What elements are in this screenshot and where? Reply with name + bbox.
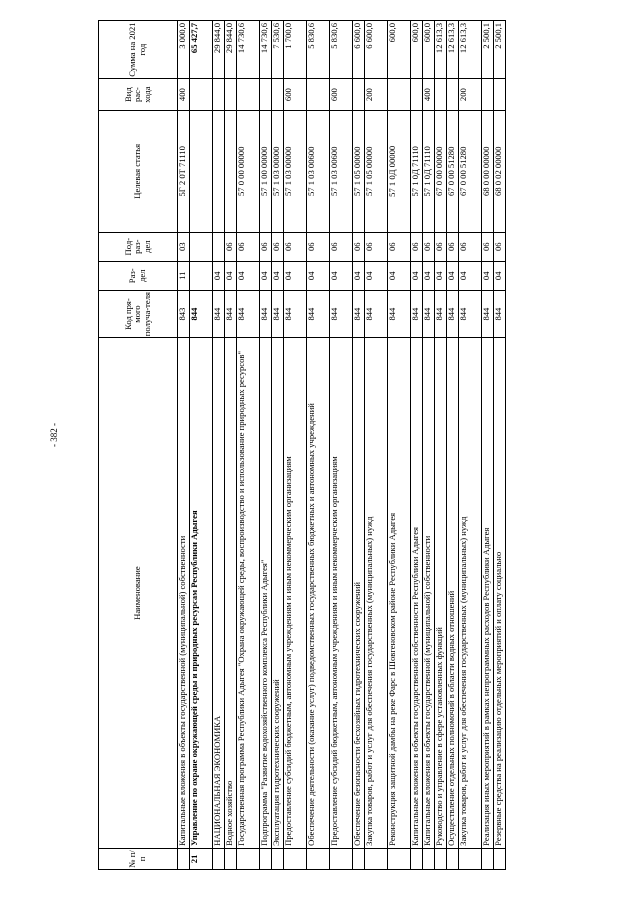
row-expense-type: 200 [365,79,388,111]
row-sum: 600,0 [423,21,435,79]
row-sum: 29 844,0 [225,21,237,79]
row-subsection: 06 [435,232,447,261]
row-number [237,848,260,869]
row-recipient-code: 844 [459,290,482,338]
row-number [353,848,365,869]
row-expense-type [213,79,225,111]
row-section: 04 [459,261,482,290]
row-expense-type [411,79,423,111]
row-target-article: 57 0 00 00000 [237,110,260,232]
row-recipient-code: 844 [260,290,272,338]
row-sum: 12 613,3 [447,21,459,79]
row-target-article: 67 0 00 51280 [459,110,482,232]
row-sum: 5 830,6 [330,21,353,79]
row-number [213,848,225,869]
row-name: Обеспечение деятельности (оказание услуг) подведомственных государственных бюджетных и автономных учреждений [307,338,330,848]
row-expense-type [260,79,272,111]
row-subsection: 06 [272,232,284,261]
row-number [494,848,506,869]
table-row [411,21,423,870]
row-expense-type [307,79,330,111]
row-name: Закупка товаров, работ и услуг для обеспечения государственных (муниципальных) нужд [365,338,388,848]
table-row [178,21,190,870]
row-sum: 6 600,0 [353,21,365,79]
row-subsection [190,232,213,261]
row-section: 04 [411,261,423,290]
row-target-article: 57 1 05 00000 [365,110,388,232]
table-row [260,21,272,870]
row-expense-type [482,79,494,111]
table-row [365,21,388,870]
table-row [190,21,213,870]
row-sum: 2 500,1 [494,21,506,79]
table-row [447,21,459,870]
row-subsection: 06 [482,232,494,261]
row-name: Обеспечение безопасности бесхозяйных гидротехнических сооружений [353,338,365,848]
row-subsection: 03 [178,232,190,261]
row-recipient-code: 844 [237,290,260,338]
row-recipient-code: 843 [178,290,190,338]
row-name: Реализация иных мероприятий в рамках непрограммных расходов Республики Адыгея [482,338,494,848]
row-recipient-code: 844 [447,290,459,338]
row-section: 04 [307,261,330,290]
row-section: 04 [237,261,260,290]
row-number [388,848,411,869]
row-name: Капитальные вложения в объекты государственной собственности Республики Адыгея [411,338,423,848]
row-number [435,848,447,869]
row-subsection: 06 [365,232,388,261]
row-target-article: 57 1 0Д 00000 [388,110,411,232]
row-section: 04 [284,261,307,290]
header-expense-type: Вид рас-хода [99,79,178,111]
row-recipient-code: 844 [272,290,284,338]
header-sum-2021: Сумма на 2021 год [99,21,178,79]
row-recipient-code: 844 [284,290,307,338]
row-name: Руководство и управление в сфере установленных функций [435,338,447,848]
row-recipient-code: 844 [225,290,237,338]
row-section: 04 [494,261,506,290]
row-target-article [213,110,225,232]
row-target-article: 67 0 00 51280 [447,110,459,232]
row-expense-type [237,79,260,111]
row-name: Управление по охране окружающей среды и природных ресурсам Республики Адыгея [190,338,213,848]
row-subsection: 06 [225,232,237,261]
table-body [178,21,506,870]
row-section: 04 [365,261,388,290]
row-recipient-code: 844 [213,290,225,338]
row-name: Подпрограмма "Развитие водохозяйственного комплекса Республики Адыгея" [260,338,272,848]
row-expense-type [272,79,284,111]
row-expense-type: 600 [330,79,353,111]
header-subsection: Под-раз-дел [99,232,178,261]
table-row [353,21,365,870]
row-expense-type: 400 [178,79,190,111]
row-sum: 1 700,0 [284,21,307,79]
row-expense-type [225,79,237,111]
row-recipient-code: 844 [435,290,447,338]
table-row [284,21,307,870]
row-section: 04 [353,261,365,290]
row-expense-type [435,79,447,111]
table-row [330,21,353,870]
row-sum: 2 500,1 [482,21,494,79]
row-name: Предоставление субсидий бюджетным, автономным учреждениям и иным некоммерческим организациям [284,338,307,848]
row-target-article: 5Г 2 0Т 71110 [178,110,190,232]
row-number [330,848,353,869]
row-number [459,848,482,869]
row-name: НАЦИОНАЛЬНАЯ ЭКОНОМИКА [213,338,225,848]
row-sum: 65 427,7 [190,21,213,79]
row-section: 04 [447,261,459,290]
header-section: Раз-дел [99,261,178,290]
row-sum: 3 000,0 [178,21,190,79]
row-expense-type: 600 [284,79,307,111]
row-recipient-code: 844 [482,290,494,338]
row-section: 04 [260,261,272,290]
row-target-article: 57 1 0Д 71110 [411,110,423,232]
row-name: Капитальные вложения в объекты государственной (муниципальной) собственности [423,338,435,848]
row-name: Резервные средства на реализацию отдельных мероприятий и оплату социально [494,338,506,848]
row-expense-type: 400 [423,79,435,111]
row-subsection: 06 [353,232,365,261]
table-row [494,21,506,870]
row-expense-type [353,79,365,111]
row-subsection: 06 [447,232,459,261]
row-expense-type [447,79,459,111]
row-name: Предоставление субсидий бюджетным, автономным учреждениям и иным некоммерческим организациям [330,338,353,848]
row-sum: 6 600,0 [365,21,388,79]
row-sum: 5 830,6 [307,21,330,79]
row-subsection: 06 [411,232,423,261]
row-number [423,848,435,869]
row-recipient-code: 844 [423,290,435,338]
row-sum: 7 530,6 [272,21,284,79]
row-expense-type [190,79,213,111]
row-target-article: 57 1 0Д 71110 [423,110,435,232]
table-row [459,21,482,870]
table-row [237,21,260,870]
row-section: 04 [435,261,447,290]
row-recipient-code: 844 [365,290,388,338]
row-section: 04 [272,261,284,290]
table-row [423,21,435,870]
row-name: Капитальные вложения в объекты государственной (муниципальной) собственности [178,338,190,848]
header-target-article: Целевая статья [99,110,178,232]
budget-table-container [98,20,610,870]
row-recipient-code: 844 [353,290,365,338]
row-sum: 14 730,6 [237,21,260,79]
row-subsection: 06 [423,232,435,261]
row-recipient-code: 844 [190,290,213,338]
row-sum: 14 730,6 [260,21,272,79]
row-recipient-code: 844 [388,290,411,338]
row-number [365,848,388,869]
row-target-article: 57 1 03 00600 [330,110,353,232]
page-number: - 382 - [49,423,59,447]
row-subsection: 06 [388,232,411,261]
row-section: 04 [330,261,353,290]
row-number [447,848,459,869]
row-name: Водное хозяйство [225,338,237,848]
row-section: 11 [178,261,190,290]
row-section: 04 [225,261,237,290]
row-subsection: 06 [330,232,353,261]
row-name: Реконструкция защитной дамбы на реке Фарс в Шовгеновском районе Республики Адыгея [388,338,411,848]
table-row [272,21,284,870]
row-subsection: 06 [284,232,307,261]
table-row [213,21,225,870]
row-number: 21 [190,848,213,869]
row-recipient-code: 844 [411,290,423,338]
row-recipient-code: 844 [494,290,506,338]
row-subsection: 06 [459,232,482,261]
header-number: № п/п [99,848,178,869]
row-subsection: 06 [494,232,506,261]
row-number [307,848,330,869]
budget-table [98,20,506,870]
row-subsection [213,232,225,261]
row-target-article: 57 1 05 00000 [353,110,365,232]
row-target-article: 67 0 00 00000 [435,110,447,232]
row-target-article: 68 0 02 00000 [494,110,506,232]
row-sum: 600,0 [411,21,423,79]
row-target-article: 68 0 00 00000 [482,110,494,232]
header-name: Наименование [99,338,178,848]
row-sum: 29 844,0 [213,21,225,79]
row-number [260,848,272,869]
table-header-row [99,21,178,870]
row-sum: 12 613,3 [459,21,482,79]
row-number [411,848,423,869]
row-number [272,848,284,869]
row-section: 04 [423,261,435,290]
row-sum: 12 613,3 [435,21,447,79]
row-expense-type: 200 [459,79,482,111]
row-name: Осуществление отдельных полномочий в области водных отношений [447,338,459,848]
row-section: 04 [388,261,411,290]
row-section: 04 [213,261,225,290]
row-number [178,848,190,869]
table-row [482,21,494,870]
row-subsection: 06 [307,232,330,261]
table-row [435,21,447,870]
row-expense-type [388,79,411,111]
row-target-article: 57 1 03 00000 [272,110,284,232]
row-target-article [225,110,237,232]
row-section [190,261,213,290]
row-sum: 600,0 [388,21,411,79]
row-target-article: 57 1 03 00600 [307,110,330,232]
table-row [388,21,411,870]
row-number [482,848,494,869]
table-row [225,21,237,870]
header-recipient-code: Код пря-мого получа-теля [99,290,178,338]
row-target-article: 57 1 00 00000 [260,110,272,232]
row-name: Государственная программа Республики Адыгея "Охрана окружающей среды, воспроизводство и использование природных ресурсов" [237,338,260,848]
row-section: 04 [482,261,494,290]
row-number [225,848,237,869]
row-expense-type [494,79,506,111]
row-subsection: 06 [260,232,272,261]
row-subsection: 06 [237,232,260,261]
row-number [284,848,307,869]
row-name: Закупка товаров, работ и услуг для обеспечения государственных (муниципальных) нужд [459,338,482,848]
row-target-article: 57 1 03 00000 [284,110,307,232]
row-recipient-code: 844 [330,290,353,338]
row-recipient-code: 844 [307,290,330,338]
row-name: Эксплуатация гидротехнических сооружений [272,338,284,848]
table-row [307,21,330,870]
row-target-article [190,110,213,232]
